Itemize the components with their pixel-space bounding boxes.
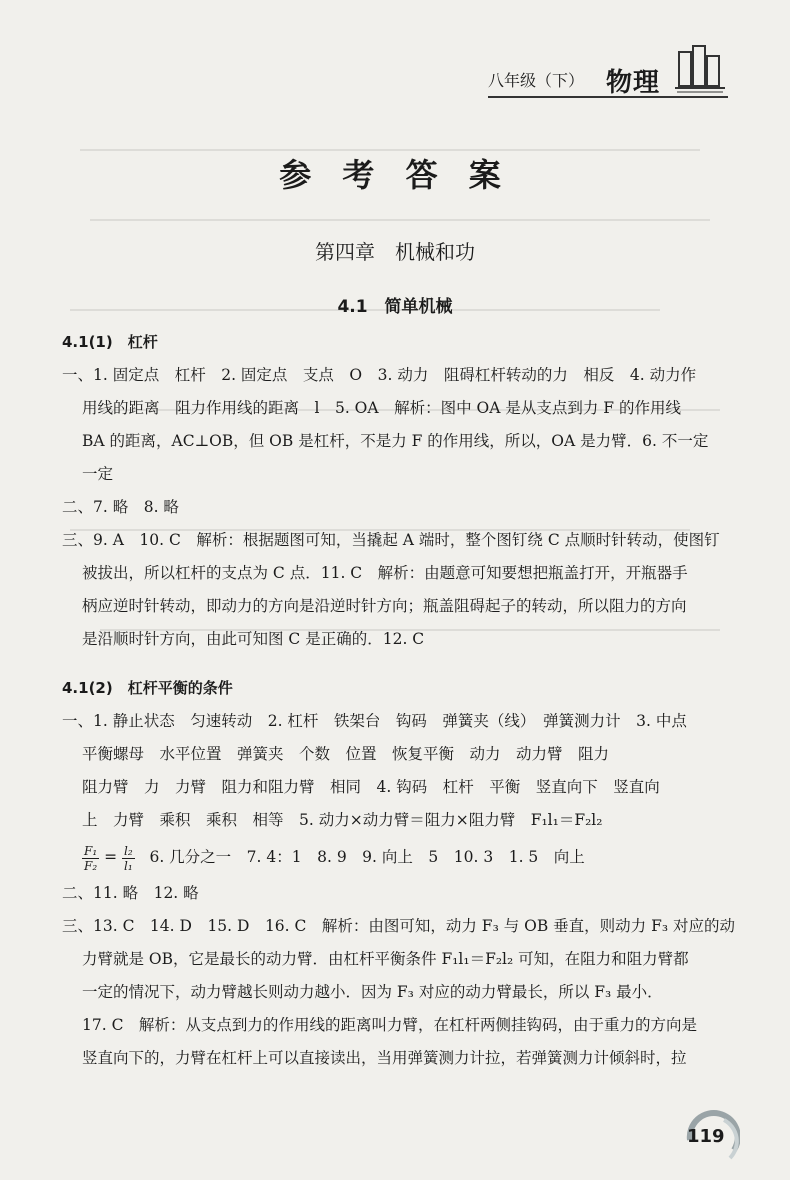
section-heading: 4.1 简单机械 [337, 297, 453, 317]
answer-line: 二、7. 略 8. 略 [62, 498, 179, 516]
fraction-left [82, 844, 99, 873]
answer-line: 三、13. C 14. D 15. D 16. C 解析：由图可知，动力 F₃ 与 OB 垂直，则动力 F₃ 对应的动 [62, 917, 735, 935]
fraction-right [122, 844, 135, 873]
answer-line: 二、11. 略 12. 略 [62, 884, 199, 902]
header-subject: 物理 [606, 68, 661, 98]
subsection-heading: 4.1(2) 杠杆平衡的条件 [62, 679, 233, 697]
fraction-denominator: F₂ [84, 858, 98, 873]
fraction-denominator: l₁ [124, 858, 133, 873]
fraction-equals: = [104, 848, 118, 866]
subsection-2 [62, 672, 747, 1075]
books-icon [673, 38, 728, 96]
answer-line: 上 力臂 乘积 乘积 相等 5. 动力×动力臂＝阻力×阻力臂 F₁l₁＝F₂l₂ [82, 811, 603, 829]
fraction-line [62, 837, 747, 877]
answer-line: 被拔出，所以杠杆的支点为 C 点．11. C 解析：由题意可知要想把瓶盖打开，开瓶器手 [82, 564, 688, 582]
answer-line: 一、1. 静止状态 匀速转动 2. 杠杆 铁架台 钩码 弹簧夹（线） 弹簧测力计 3. 中点 [62, 712, 687, 730]
page-header [488, 38, 733, 98]
fraction-line-rest: 6. 几分之一 7. 4：1 8. 9 9. 向上 5 10. 3 1. 5 向上 [149, 848, 585, 866]
chapter-heading: 第四章 机械和功 [315, 240, 475, 264]
answer-line: BA 的距离，AC⊥OB，但 OB 是杠杆，不是力 F 的作用线，所以，OA 是力臂．6. 不一定 [82, 432, 709, 450]
answer-line: 用线的距离 阻力作用线的距离 l 5. OA 解析：图中 OA 是从支点到力 F 的作用线 [82, 399, 681, 417]
fraction-numerator: l₂ [124, 843, 133, 858]
answer-line: 力臂就是 OB，它是最长的动力臂．由杠杆平衡条件 F₁l₁＝F₂l₂ 可知，在阻力和阻力臂都 [82, 950, 689, 968]
header-rule [488, 96, 728, 98]
answer-line: 平衡螺母 水平位置 弹簧夹 个数 位置 恢复平衡 动力 动力臂 阻力 [82, 745, 610, 763]
subsection-heading: 4.1(1) 杠杆 [62, 333, 158, 351]
answer-line: 是沿顺时针方向，由此可知图 C 是正确的．12. C [82, 630, 425, 648]
answer-line: 竖直向下的，力臂在杠杆上可以直接读出，当用弹簧测力计拉，若弹簧测力计倾斜时，拉 [82, 1049, 687, 1067]
page-title: 参 考 答 案 [279, 156, 511, 194]
fraction-numerator: F₁ [84, 843, 98, 858]
answer-line: 阻力臂 力 力臂 阻力和阻力臂 相同 4. 钩码 杠杆 平衡 竖直向下 竖直向 [82, 778, 660, 796]
subsection-1 [62, 326, 747, 656]
header-grade: 八年级（下） [488, 71, 585, 90]
page-number: 119 [687, 1126, 725, 1147]
answer-line: 三、9. A 10. C 解析：根据题图可知，当撬起 A 端时，整个图钉绕 C 点顺时针转动，使图钉 [62, 531, 720, 549]
answer-line: 柄应逆时针转动，即动力的方向是沿逆时针方向；瓶盖阻碍起子的转动，所以阻力的方向 [82, 597, 687, 615]
answer-line: 17. C 解析：从支点到力的作用线的距离叫力臂，在杠杆两侧挂钩码，由于重力的方向是 [82, 1016, 697, 1034]
answer-line: 一、1. 固定点 杠杆 2. 固定点 支点 O 3. 动力 阻碍杠杆转动的力 相反 4. 动力作 [62, 366, 697, 384]
answer-line: 一定 [82, 465, 114, 483]
answer-line: 一定的情况下，动力臂越长则动力越小．因为 F₃ 对应的动力臂最长，所以 F₃ 最小． [82, 983, 663, 1001]
